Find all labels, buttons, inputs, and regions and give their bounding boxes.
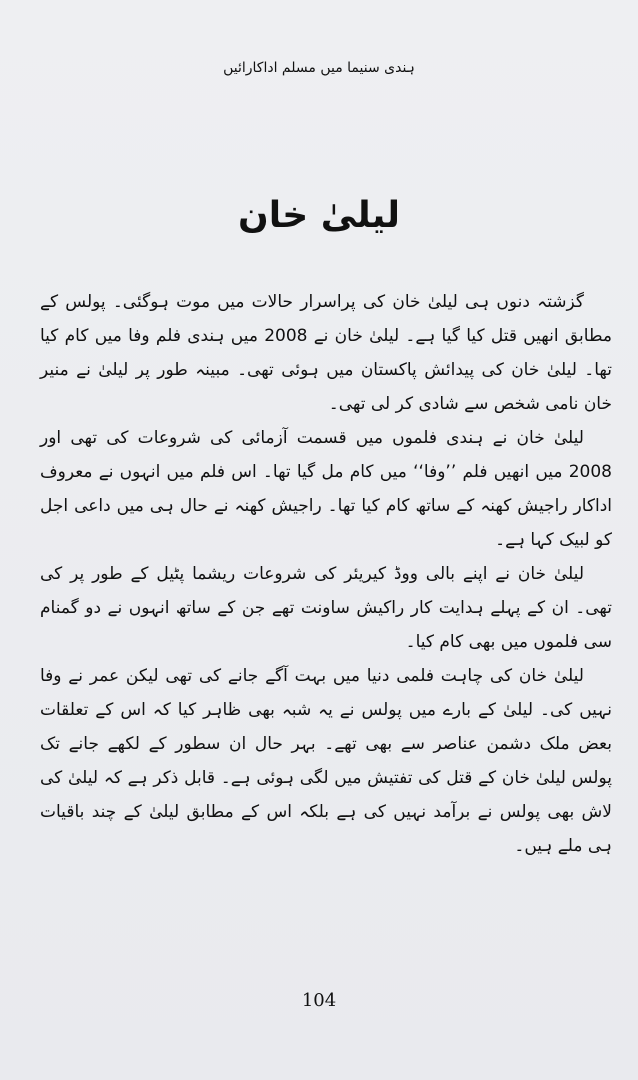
paragraph-3: لیلیٰ خان نے اپنے بالی ووڈ کیریئر کی شروعات ریشما پٹیل کے طور پر کی تھی۔ ان کے پہلے ہدایت کار راکیش ساونت تھے جن کے ساتھ انہوں نے دو گمنام سی فلموں میں بھی کام کیا۔	[40, 564, 612, 652]
chapter-title: لیلیٰ خان	[237, 195, 401, 236]
running-header: ہندی سنیما میں مسلم اداکارائیں	[223, 60, 415, 76]
paragraph-4: لیلیٰ خان کی چاہت فلمی دنیا میں بہت آگے جانے کی تھی لیکن عمر نے وفا نہیں کی۔ لیلیٰ کے بارے میں پولس نے یہ شبہ بھی ظاہر کیا کہ اس کے تعلقات بعض ملک دشمن عناصر سے بھی تھے۔ بہر حال ان سطور کے لکھے جانے تک پولس لیلیٰ خان کے قتل کی تفتیش میں لگی ہوئی ہے۔ قابل ذکر ہے کہ لیلیٰ کی لاش بھی پولس نے برآمد نہیں کی ہے بلکہ اس کے مطابق لیلیٰ کے چند باقیات ہی ملے ہیں۔	[40, 666, 612, 856]
paragraph-1: گزشتہ دنوں ہی لیلیٰ خان کی پراسرار حالات میں موت ہوگئی۔ پولس کے مطابق انھیں قتل کیا گیا ہے۔ لیلیٰ خان نے 2008 میں ہندی فلم وفا میں کام کیا تھا۔ لیلیٰ خان کی پیدائش پاکستان میں ہوئی تھی۔ مبینہ طور پر لیلیٰ نے منیر خان نامی شخص سے شادی کر لی تھی۔	[40, 292, 612, 414]
page-number: 104	[301, 990, 337, 1011]
body-text	[40, 285, 612, 863]
paragraph-2: لیلیٰ خان نے ہندی فلموں میں قسمت آزمائی کی شروعات کی تھی اور 2008 میں انھیں فلم ’’وفا‘‘ میں کام مل گیا تھا۔ اس فلم میں انہوں نے معروف اداکار راجیش کھنہ کے ساتھ کام کیا تھا۔ راجیش کھنہ نے حال ہی میں داعی اجل کو لبیک کہا ہے۔	[40, 428, 612, 550]
